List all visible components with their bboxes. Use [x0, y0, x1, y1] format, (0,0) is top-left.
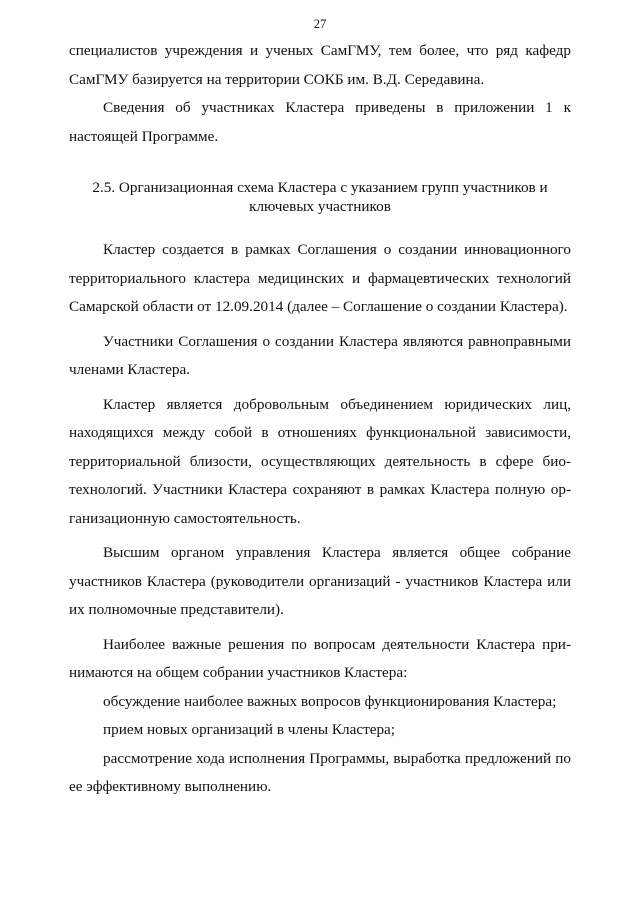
page-number: 27 — [313, 17, 327, 31]
text-block-top — [69, 37, 571, 151]
paragraph-7: Наиболее важные решения по вопросам деятельности Кластера принимаются на общем собрании участников Кластера: — [69, 635, 571, 681]
text-block-main — [69, 236, 571, 802]
paragraph-5: Кластер является добровольным объединением юридических лиц, находящихся между собой в отношениях функциональной зависимости, территориальной близости, осуществляющих деятельность в сфере биотехнологий. Участники Кластера сохраняют в рамках Кластера полную организационную самостоятельность. — [69, 395, 571, 527]
section-heading: 2.5. Организационная схема Кластера с указанием групп участников и ключевых участников — [92, 179, 548, 215]
paragraph-9: прием новых организаций в члены Кластера; — [103, 721, 395, 738]
paragraph-4: Участники Соглашения о создании Кластера являются равноправными членами Кластера. — [69, 332, 571, 378]
paragraph-6: Высшим органом управления Кластера является общее собрание участников Кластера (руководители организаций - участников Кластера или их полномочные представители). — [69, 544, 571, 618]
paragraph-2: Сведения об участниках Кластера приведены в приложении 1 к настоящей Программе. — [69, 99, 571, 145]
paragraph-10: рассмотрение хода исполнения Программы, выработка предложений по ее эффективному выполнению. — [69, 749, 571, 795]
paragraph-3: Кластер создается в рамках Соглашения о создании инновационного территориального кластера медицинских и фармацевтических технологий Самарской области от 12.09.2014 (далее – Соглашение о создании Кластера). — [69, 241, 571, 315]
paragraph-8: обсуждение наиболее важных вопросов функционирования Кластера; — [103, 692, 557, 710]
paragraph-1: специалистов учреждения и ученых СамГМУ, тем более, что ряд кафедр СамГМУ базируется на территории СОКБ им. В.Д. Середавина. — [69, 42, 571, 88]
